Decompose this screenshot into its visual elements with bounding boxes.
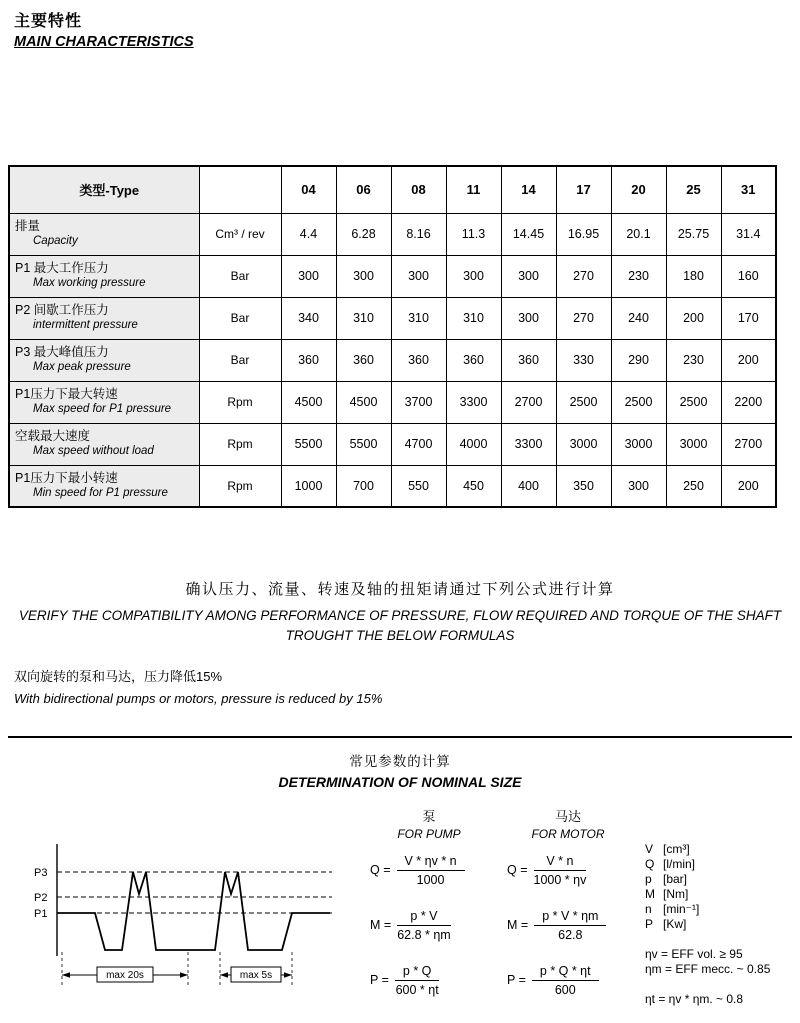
formula-fraction (397, 854, 465, 887)
value-cell: 3300 (501, 423, 556, 465)
row-unit: Rpm (199, 423, 281, 465)
row-label (9, 339, 199, 381)
legend-symbol: p (645, 872, 652, 886)
legend-symbol: M (645, 887, 655, 901)
arrow-left-icon (220, 972, 228, 978)
size-col-header: 04 (281, 166, 336, 213)
legend-item (645, 857, 770, 872)
formula-lhs: M = (507, 918, 529, 932)
value-cell: 340 (281, 297, 336, 339)
row-unit: Rpm (199, 465, 281, 507)
value-cell: 6.28 (336, 213, 391, 255)
value-cell: 14.45 (501, 213, 556, 255)
formula-fraction (534, 909, 606, 942)
value-cell: 4.4 (281, 213, 336, 255)
formula-fraction (395, 964, 440, 997)
formula-numerator: p * V * ηm (534, 909, 606, 926)
motor-title-en: FOR MOTOR (531, 827, 605, 841)
value-cell: 330 (556, 339, 611, 381)
formula-numerator: p * Q (395, 964, 440, 981)
table-row-p2-intermittent-pressure (9, 297, 776, 339)
legend-unit: [l/min] (663, 857, 696, 871)
row-label-en: intermittent pressure (33, 318, 138, 331)
row-unit: Cm³ / rev (199, 213, 281, 255)
arrow-right-icon (284, 972, 292, 978)
value-cell: 5500 (281, 423, 336, 465)
formula-numerator: V * ηv * n (397, 854, 465, 871)
value-cell: 360 (501, 339, 556, 381)
value-cell: 200 (721, 465, 776, 507)
eff-note-total: ηt = ηv * ηm. ~ 0.8 (645, 992, 744, 1006)
legend-item (645, 902, 770, 917)
motor-formula-m (505, 908, 631, 942)
pump-formula-q (368, 853, 490, 887)
pressure-waveform (57, 872, 330, 950)
size-col-header: 20 (611, 166, 666, 213)
value-cell: 3300 (446, 381, 501, 423)
formula-fraction (532, 964, 599, 997)
row-label-zh: 排量 (15, 219, 41, 234)
value-cell: 1000 (281, 465, 336, 507)
size-col-header: 06 (336, 166, 391, 213)
size-col-header: 11 (446, 166, 501, 213)
formula-numerator: p * V (397, 909, 451, 926)
legend-item (645, 887, 770, 902)
size-col-header: 14 (501, 166, 556, 213)
legend-unit: [cm³] (663, 842, 690, 856)
value-cell: 11.3 (446, 213, 501, 255)
value-cell: 2500 (556, 381, 611, 423)
verify-statement-zh: 确认压力、流量、转速及轴的扭矩请通过下列公式进行计算 (185, 581, 615, 598)
formula-fraction (534, 854, 587, 887)
formula-denominator: 600 * ηt (395, 982, 439, 997)
bidirectional-note-zh: 双向旋转的泵和马达，压力降低15% (14, 669, 223, 684)
type-header: 类型-Type (9, 166, 199, 213)
value-cell: 700 (336, 465, 391, 507)
formula-lhs: Q = (370, 863, 391, 877)
row-label (9, 423, 199, 465)
legend-symbol: P (645, 917, 654, 931)
formula-denominator: 62.8 (558, 927, 583, 942)
nominal-size-heading-zh: 常见参数的计算 (349, 754, 451, 769)
legend-unit: [Kw] (663, 917, 687, 931)
row-unit: Bar (199, 339, 281, 381)
value-cell: 3000 (666, 423, 721, 465)
nominal-size-heading-en: DETERMINATION OF NOMINAL SIZE (278, 774, 522, 790)
value-cell: 3000 (556, 423, 611, 465)
value-cell: 400 (501, 465, 556, 507)
value-cell: 290 (611, 339, 666, 381)
table-header-row (9, 166, 776, 213)
page-title-en: MAIN CHARACTERISTICS (14, 34, 194, 50)
legend-item (645, 872, 770, 887)
formula-denominator: 600 (554, 982, 576, 997)
value-cell: 3700 (391, 381, 446, 423)
row-unit: Bar (199, 297, 281, 339)
value-cell: 4500 (281, 381, 336, 423)
row-label-zh: P1压力下最小转速 (15, 471, 118, 486)
formula-numerator: p * Q * ηt (532, 964, 599, 981)
arrow-right-icon (180, 972, 188, 978)
eff-note-mechanical: ηm = EFF mecc. ~ 0.85 (645, 962, 771, 976)
row-unit: Bar (199, 255, 281, 297)
value-cell: 4500 (336, 381, 391, 423)
motor-title-zh: 马达 (554, 809, 581, 824)
pump-formula-m (368, 908, 490, 942)
table-row-max-speed-no-load (9, 423, 776, 465)
table-row-p1-max-working-pressure (9, 255, 776, 297)
value-cell: 310 (391, 297, 446, 339)
size-col-header: 31 (721, 166, 776, 213)
row-label-en: Max working pressure (33, 276, 146, 289)
value-cell: 250 (666, 465, 721, 507)
value-cell: 2500 (666, 381, 721, 423)
characteristics-table-wrap (8, 165, 777, 508)
value-cell: 450 (446, 465, 501, 507)
p2-label: P2 (34, 892, 48, 904)
value-cell: 230 (666, 339, 721, 381)
value-cell: 300 (336, 255, 391, 297)
arrow-left-icon (62, 972, 70, 978)
value-cell: 200 (721, 339, 776, 381)
table-row-min-speed-p1 (9, 465, 776, 507)
value-cell: 4000 (446, 423, 501, 465)
pump-formula-column (368, 806, 490, 1018)
formula-lhs: Q = (507, 863, 528, 877)
legend-item (645, 842, 770, 857)
value-cell: 20.1 (611, 213, 666, 255)
motor-formula-column (505, 806, 631, 1018)
table-row-p3-max-peak-pressure (9, 339, 776, 381)
value-cell: 350 (556, 465, 611, 507)
pressure-cycle-graph (20, 834, 350, 1014)
value-cell: 16.95 (556, 213, 611, 255)
formula-numerator: V * n (534, 854, 587, 871)
size-col-header: 08 (391, 166, 446, 213)
nominal-size-heading (0, 750, 800, 790)
page-title-zh: 主要特性 (14, 13, 83, 30)
value-cell: 270 (556, 255, 611, 297)
value-cell: 170 (721, 297, 776, 339)
value-cell: 360 (446, 339, 501, 381)
value-cell: 25.75 (666, 213, 721, 255)
value-cell: 300 (446, 255, 501, 297)
row-label (9, 213, 199, 255)
row-label (9, 297, 199, 339)
motor-formula-q (505, 853, 631, 887)
legend-unit: [min⁻¹] (663, 902, 700, 916)
value-cell: 300 (501, 255, 556, 297)
row-label-en: Min speed for P1 pressure (33, 486, 168, 499)
row-label-zh: P2 间歇工作压力 (15, 303, 109, 318)
value-cell: 360 (336, 339, 391, 381)
table-row-max-speed-p1 (9, 381, 776, 423)
size-col-header: 17 (556, 166, 611, 213)
legend-symbol: Q (645, 857, 655, 871)
formula-denominator: 1000 * ηv (533, 872, 587, 887)
row-label-en: Max peak pressure (33, 360, 131, 373)
value-cell: 310 (336, 297, 391, 339)
formula-lhs: M = (370, 918, 392, 932)
row-label-zh: P1 最大工作压力 (15, 261, 109, 276)
value-cell: 230 (611, 255, 666, 297)
row-label (9, 255, 199, 297)
value-cell: 300 (391, 255, 446, 297)
legend-symbol: n (645, 902, 652, 916)
bidirectional-note (14, 666, 382, 706)
value-cell: 360 (391, 339, 446, 381)
legend-item (645, 917, 770, 932)
value-cell: 300 (501, 297, 556, 339)
max20-label: max 20s (106, 970, 144, 981)
row-label-en: Max speed without load (33, 444, 154, 457)
bidirectional-note-en: With bidirectional pumps or motors, pressure is reduced by 15% (14, 691, 383, 706)
value-cell: 270 (556, 297, 611, 339)
value-cell: 2200 (721, 381, 776, 423)
value-cell: 3000 (611, 423, 666, 465)
motor-formula-p (505, 963, 631, 997)
legend-unit: [Nm] (663, 887, 689, 901)
value-cell: 200 (666, 297, 721, 339)
value-cell: 240 (611, 297, 666, 339)
size-col-header: 25 (666, 166, 721, 213)
value-cell: 180 (666, 255, 721, 297)
efficiency-notes (645, 947, 770, 1007)
max5-label: max 5s (239, 970, 273, 981)
row-label-zh: P3 最大峰值压力 (15, 345, 109, 360)
p3-label: P3 (34, 867, 48, 879)
eff-note-volumetric: ηv = EFF vol. ≥ 95 (645, 947, 743, 961)
row-unit: Rpm (199, 381, 281, 423)
formula-lhs: P = (370, 973, 389, 987)
verify-statement (0, 578, 800, 645)
legend-symbol: V (645, 842, 654, 856)
value-cell: 2700 (501, 381, 556, 423)
value-cell: 300 (281, 255, 336, 297)
page-title-block (14, 8, 194, 50)
unit-header (199, 166, 281, 213)
value-cell: 31.4 (721, 213, 776, 255)
characteristics-table (8, 165, 777, 508)
formula-denominator: 1000 (416, 872, 445, 887)
legend-unit: [bar] (663, 872, 688, 886)
table-row-capacity (9, 213, 776, 255)
pump-title-en: FOR PUMP (397, 827, 461, 841)
value-cell: 4700 (391, 423, 446, 465)
pump-formula-p (368, 963, 490, 997)
formula-fraction (397, 909, 451, 942)
value-cell: 360 (281, 339, 336, 381)
verify-statement-en: VERIFY THE COMPATIBILITY AMONG PERFORMANCE OF PRESSURE, FLOW REQUIRED AND TORQUE OF THE SHAFT TROUGHT THE BELOW FORMULAS (18, 608, 782, 643)
row-label-zh: P1压力下最大转速 (15, 387, 118, 402)
symbol-legend (645, 842, 770, 1007)
value-cell: 2500 (611, 381, 666, 423)
row-label (9, 381, 199, 423)
section-divider (8, 736, 792, 738)
p1-label: P1 (34, 908, 48, 920)
formula-denominator: 62.8 * ηm (397, 927, 451, 942)
formula-lhs: P = (507, 973, 526, 987)
value-cell: 160 (721, 255, 776, 297)
value-cell: 300 (611, 465, 666, 507)
pump-title-zh: 泵 (422, 809, 436, 824)
row-label-en: Capacity (33, 234, 78, 247)
row-label-zh: 空载最大速度 (15, 429, 91, 444)
row-label (9, 465, 199, 507)
value-cell: 8.16 (391, 213, 446, 255)
value-cell: 550 (391, 465, 446, 507)
value-cell: 310 (446, 297, 501, 339)
value-cell: 2700 (721, 423, 776, 465)
value-cell: 5500 (336, 423, 391, 465)
row-label-en: Max speed for P1 pressure (33, 402, 172, 415)
